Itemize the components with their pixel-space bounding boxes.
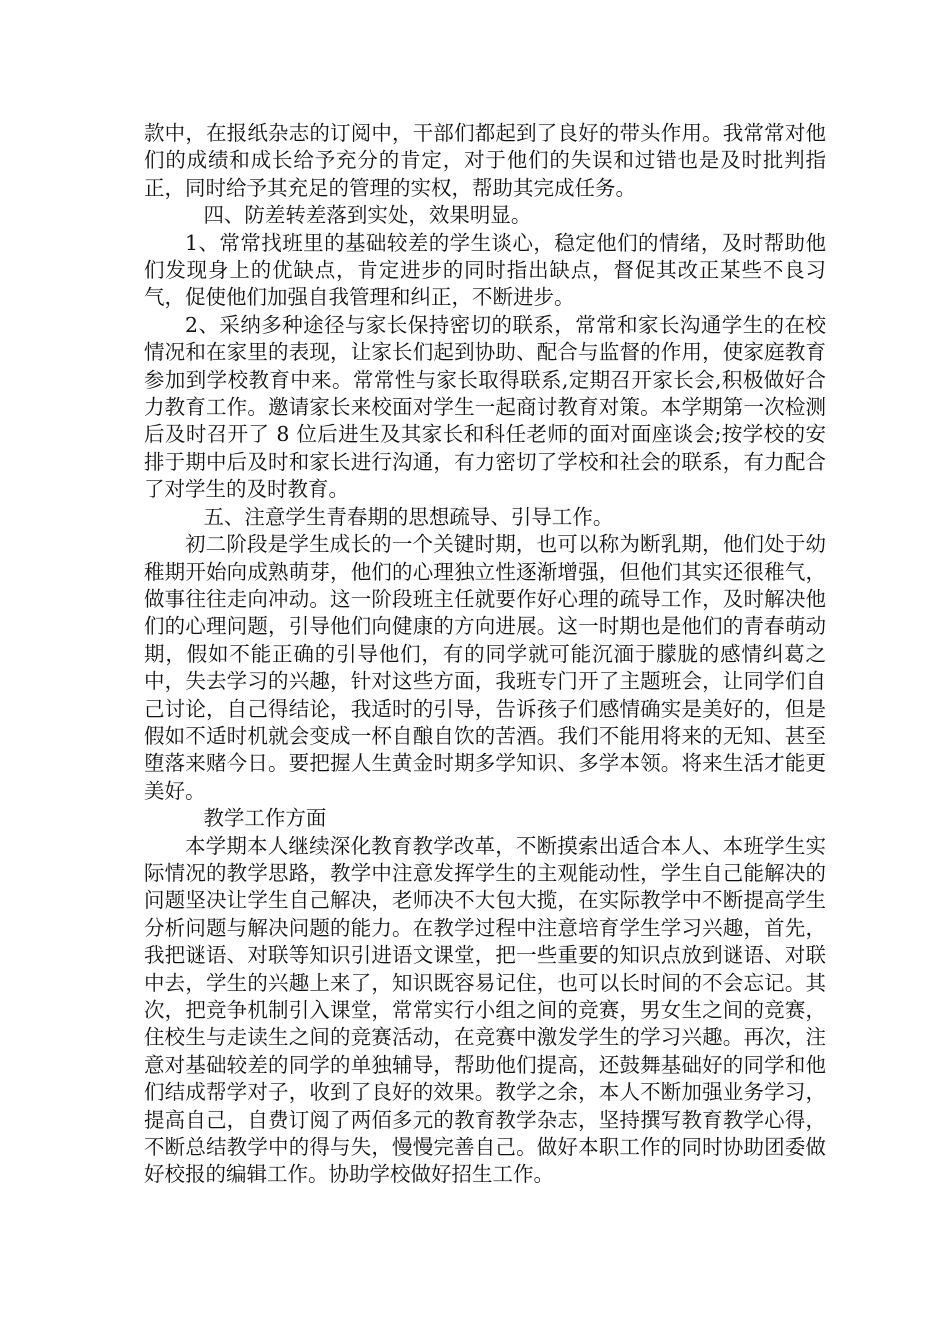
section-heading: 教学工作方面 xyxy=(203,806,327,831)
body-paragraph: 款中，在报纸杂志的订阅中，干部们都起到了良好的带头作用。我常常对他们的成绩和成长给予充分的肯定，对于他们的失误和过错也是及时批判指正，同时给予其充足的管理的实权，帮助其完成任务。 xyxy=(144,121,826,200)
body-paragraph: 2、采纳多种途径与家长保持密切的联系，常常和家长沟通学生的在校情况和在家里的表现，让家长们起到协助、配合与监督的作用，使家庭教育参加到学校教育中来。常常性与家长取得联系,定期召开家长会,积极做好合力教育工作。邀请家长来校面对学生一起商讨教育对策。本学期第一次检测后及时召开了 8 位后进生及其家长和科任老师的面对面座谈会;按学校的安排于期中后及时和家长进行沟通，有力密切了学校和社会的联系，有力配合了对学生的及时教育。 xyxy=(144,312,826,502)
body-paragraph: 1、常常找班里的基础较差的学生谈心，稳定他们的情绪，及时帮助他们发现身上的优缺点，肯定进步的同时指出缺点，督促其改正某些不良习气，促使他们加强自我管理和纠正，不断进步。 xyxy=(144,230,826,310)
body-paragraph: 本学期本人继续深化教育教学改革，不断摸索出适合本人、本班学生实际情况的教学思路，教学中注意发挥学生的主观能动性，学生自己能解决的问题坚决让学生自己解决，老师决不大包大揽，在实际教学中不断提高学生分析问题与解决问题的能力。在教学过程中注意培育学生学习兴趣，首先，我把谜语、对联等知识引进语文课堂，把一些重要的知识点放到谜语、对联中去，学生的兴趣上来了，知识既容易记住，也可以长时间的不会忘记。其次，把竞争机制引入课堂，常常实行小组之间的竞赛，男女生之间的竞赛，住校生与走读生之间的竞赛活动，在竞赛中激发学生的学习兴趣。再次，注意对基础较差的同学的单独辅导，帮助他们提高，还鼓舞基础好的同学和他们结成帮学对子，收到了良好的效果。教学之余，本人不断加强业务学习，提高自己，自费订阅了两佰多元的教育教学杂志，坚持撰写教育教学心得，不断总结教学中的得与失，慢慢完善自己。做好本职工作的同时协助团委做好校报的编辑工作。协助学校做好招生工作。 xyxy=(144,833,826,1187)
section-heading: 四、防差转差落到实处，效果明显。 xyxy=(203,203,532,228)
section-heading: 五、注意学生青春期的思想疏导、引导工作。 xyxy=(203,504,614,529)
body-paragraph: 初二阶段是学生成长的一个关键时期，也可以称为断乳期，他们处于幼稚期开始向成熟萌芽，他们的心理独立性逐渐增强，但他们其实还很稚气，做事往往走向冲动。这一阶段班主任就要作好心理的疏导工作，及时解决他们的心理问题，引导他们向健康的方向进展。这一时期也是他们的青春萌动期，假如不能正确的引导他们，有的同学就可能沉湎于朦胧的感情纠葛之中，失去学习的兴趣，针对这些方面，我班专门开了主题班会，让同学们自己讨论，自己得结论，我适时的引导，告诉孩子们感情确实是美好的，但是假如不适时机就会变成一杯自酿自饮的苦酒。我们不能用将来的无知、甚至堕落来赌今日。要把握人生黄金时期多学知识、多学本领。将来生活才能更美好。 xyxy=(144,532,826,803)
document-page xyxy=(144,120,826,1189)
